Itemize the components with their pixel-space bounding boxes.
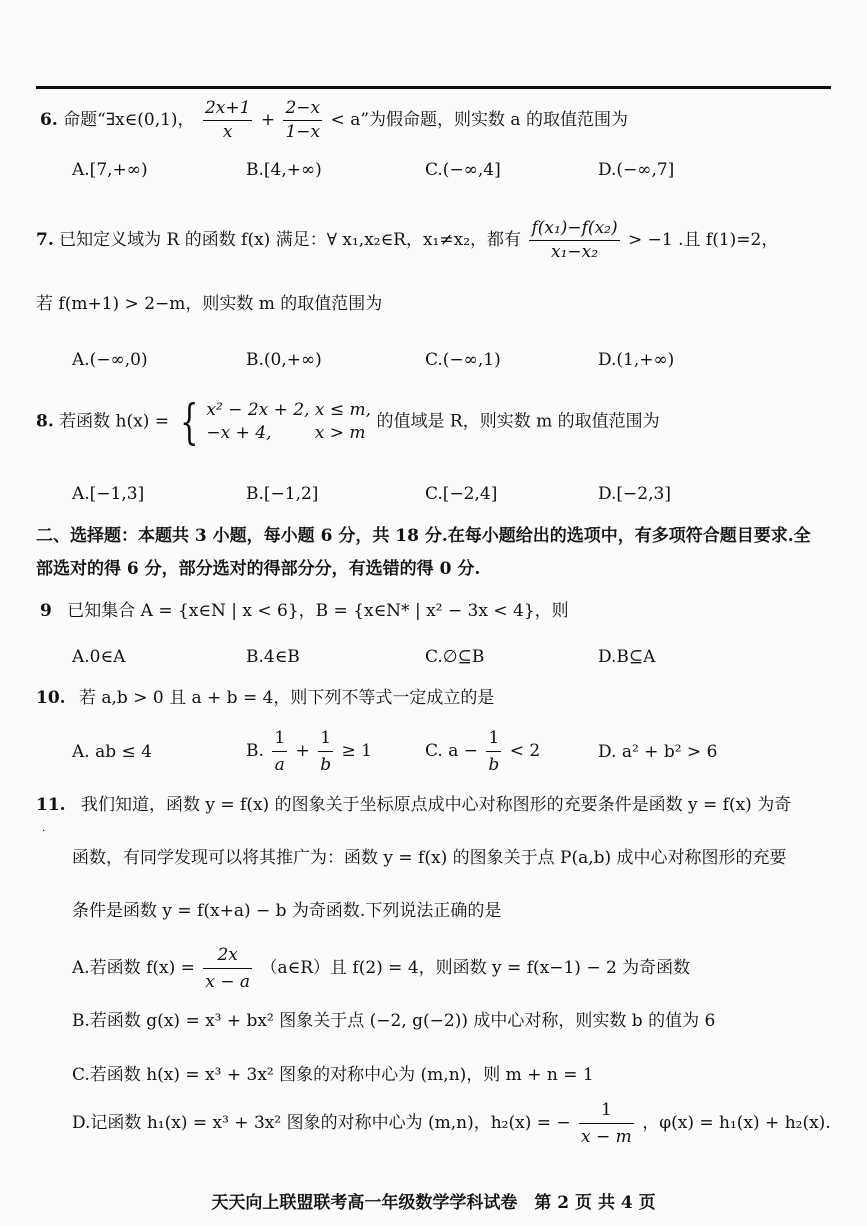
option-a: A.(−∞,0) [72,350,148,370]
question-number: 8. [36,411,54,432]
option-d: D.记函数 h₁(x) = x³ + 3x² 图象的对称中心为 (m,n)，h₂(x) = − $\frac{1}{x - m}$ ，φ(x) = h₁(x) + h₂(x). [72,1100,831,1147]
piecewise-cases: x² − 2x + 2, x ≤ m, −x + 4, x > m [206,400,372,443]
question-11-line3: 条件是函数 y = f(x+a) − b 为奇函数.下列说法正确的是 [72,901,502,921]
option-c: C.(−∞,1) [425,350,501,370]
option-a: A.0∈A [72,647,126,667]
page-footer: 天天向上联盟联考高一年级数学学科试卷 第 2 页 共 4 页 [211,1193,656,1213]
question-6: 6. 命题“∃x∈(0,1)， $\frac{2x+1}{x}$ + $\frac{2-x}{1-x}$ < a”为假命题，则实数 a 的取值范围为 [40,98,628,142]
question-number: 7. [36,230,54,250]
option-b: B. $\frac{1}{a}$ + $\frac{1}{b}$ ≥ 1 [246,728,372,775]
option-a: A. ab ≤ 4 [72,742,152,762]
question-text: > −1 .且 f(1)=2， [628,230,779,250]
option-c: C.∅⊆B [425,647,485,667]
question-11-line2: 函数，有同学发现可以将其推广为：函数 y = f(x) 的图象关于点 P(a,b) 成中心对称图形的充要 [72,848,787,868]
option-d: D. a² + b² > 6 [598,742,718,762]
question-text: < a”为假命题，则实数 a 的取值范围为 [330,110,628,130]
question-text: 的值域是 R，则实数 m 的取值范围为 [376,411,660,432]
option-d: D.(1,+∞) [598,350,675,370]
option-b: B.[4,+∞) [246,160,322,180]
question-number: 9 [40,601,52,621]
question-8 [36,394,660,450]
option-b: B.[−1,2] [246,484,319,504]
question-11 [36,797,791,814]
question-text: 已知定义域为 R 的函数 f(x) 满足：∀ x₁,x₂∈R，x₁≠x₂，都有 [59,230,522,250]
option-b: B.若函数 g(x) = x³ + bx² 图象关于点 (−2, g(−2)) 成中心对称，则实数 b 的值为 6 [72,1011,716,1031]
question-text: 命题“∃x∈(0,1)， [63,110,195,130]
option-d: D.B⊆A [598,647,656,667]
question-number: 6. [40,110,58,130]
option-b: B.(0,+∞) [246,350,322,370]
question-text: 若函数 h(x) = [59,411,170,432]
option-c: C.若函数 h(x) = x³ + 3x² 图象的对称中心为 (m,n)，则 m + n = 1 [72,1065,594,1085]
fraction: $\frac{\text{f(x₁)−f(x₂)}}{\text{x₁−x₂}}$ [531,218,618,262]
question-9 [40,603,569,620]
option-d: D.[−2,3] [598,484,671,504]
option-c: C.[−2,4] [425,484,498,504]
question-7 [36,220,778,261]
fraction: $\frac{2-x}{1-x}$ [285,98,321,142]
section-heading: 二、选择题：本题共 3 小题，每小题 6 分，共 18 分.在每小题给出的选项中，有多项符合题目要求.全 [36,526,811,546]
brace-symbol: { [180,394,199,450]
section-heading-line2: 部选对的得 6 分，部分选对的得部分分，有选错的得 0 分. [36,559,481,579]
question-10 [36,690,494,707]
question-number: 11. [36,795,66,815]
question-number: 10. [36,688,66,708]
question-7-line2: 若 f(m+1) > 2−m，则实数 m 的取值范围为 [36,294,383,314]
option-a: A.若函数 f(x) = $\frac{2x}{x - a}$ （a∈R）且 f(2) = 4，则函数 y = f(x−1) − 2 为奇函数 [72,945,691,992]
option-c: C.(−∞,4] [425,160,501,180]
option-d: D.(−∞,7] [598,160,675,180]
question-text: 我们知道，函数 y = f(x) 的图象关于坐标原点成中心对称图形的充要条件是函数 y = f(x) 为奇 [80,795,792,815]
question-text: 已知集合 A = {x∈N | x < 6}，B = {x∈N* | x² − 3x < 4}，则 [67,601,569,621]
question-text: 若 a,b > 0 且 a + b = 4，则下列不等式一定成立的是 [78,688,495,708]
option-b: B.4∈B [246,647,300,667]
header-rule [36,86,831,89]
option-c: C. a − $\frac{1}{b}$ < 2 [425,728,541,775]
fraction: $\frac{2x+1}{x}$ [204,98,251,142]
option-a: A.[7,+∞) [72,160,148,180]
stray-mark: · [42,826,46,837]
option-a: A.[−1,3] [72,484,145,504]
